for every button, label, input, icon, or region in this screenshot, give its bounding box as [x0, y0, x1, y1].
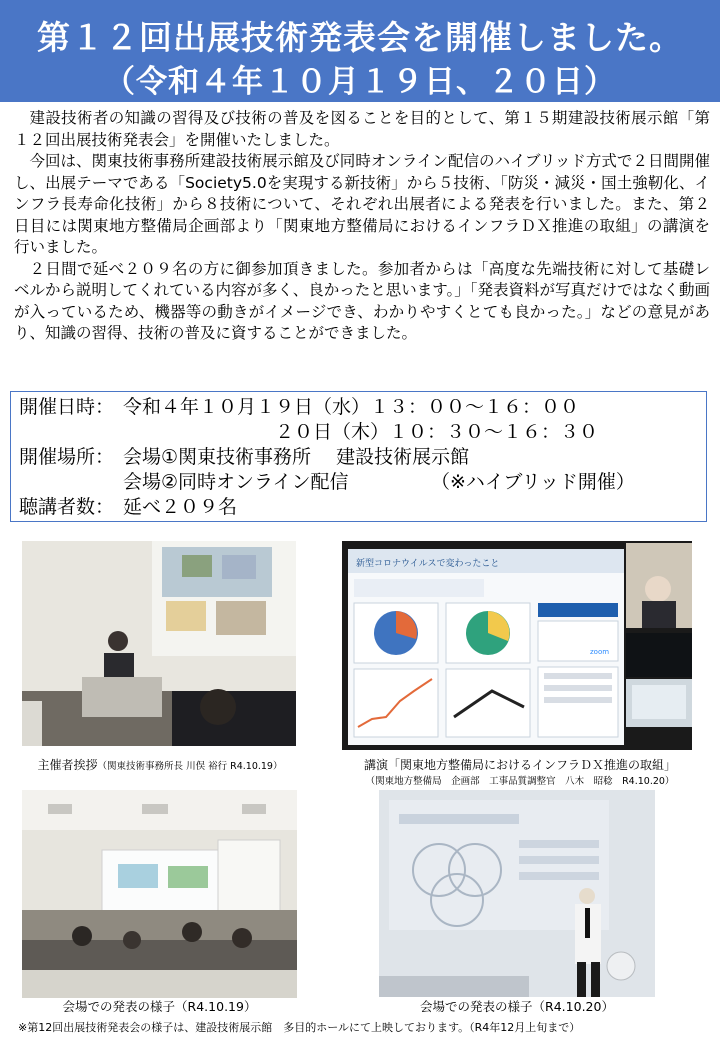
header-banner: [0, 0, 720, 102]
date-day1: 令和４年１０月１９日（水）１３：００～１６：００: [123, 396, 580, 418]
paragraph-3: ２日間で延べ２０９名の方に御参加頂きました。参加者からは「高度な先端技術に対して基礎レベルから説明してくれている内容が多く、良かったと思います。」「発表資料が写真だけではなく動画が入っているため、機器等の動きがイメージでき、わかりやすくとても良かった。」などの意見があり、知識の習得、技術の普及に資することができました。: [14, 259, 710, 342]
slide-title: 新型コロナウイルスで変わったこと: [356, 559, 500, 569]
caption-venue-day2: 会場での発表の様子（R4.10.20）: [420, 999, 614, 1014]
venue-1: 会場①関東技術事務所 建設技術展示館: [123, 446, 470, 468]
photo-lecture: [342, 541, 692, 750]
caption-host-greeting: 主催者挨拶（関東技術事務所長 川俣 裕行 R4.10.19）: [37, 758, 283, 772]
photo-venue-day1: [22, 790, 297, 998]
zoom-logo: zoom: [590, 648, 610, 656]
photo-host-greeting: [22, 541, 296, 746]
date-label: 開催日時：: [19, 396, 115, 418]
footnote: ※第12回出展技術発表会の様子は、建設技術展示館 多目的ホールにて上映しております。（R4年12月上旬まで）: [18, 1021, 581, 1034]
event-info-box: [10, 391, 707, 522]
photo-venue-day2: [379, 790, 655, 997]
venue-2: 会場②同時オンライン配信: [123, 471, 349, 493]
paragraph-2: 今回は、関東技術事務所建設技術展示館及び同時オンライン配信のハイブリッド方式で２日間開催し、出展テーマである「Society5.0を実現する新技術」から５技術、「防災・減災・国土強靭化、インフラ長寿命化技術」から８技術について、それぞれ出展者による発表を行いました。また、第２日目には関東地方整備局企画部より「関東地方整備局におけるインフラＤＸ推進の取組」の講演を行いました。: [14, 152, 710, 256]
body-text: [14, 108, 710, 345]
page-title: 第１２回出展技術発表会を開催しました。: [37, 18, 683, 57]
paragraph-1: 建設技術者の知識の習得及び技術の普及を図ることを目的として、第１５期建設技術展示館「第１２回出展技術発表会」を開催いたしました。: [14, 109, 710, 149]
caption-venue-day1: 会場での発表の様子（R4.10.19）: [62, 999, 257, 1014]
caption-lecture: 講演「関東地方整備局におけるインフラＤＸ推進の取組」 （関東地方整備局 企画部 工事品質調整官 八木 昭稔 R4.10.20）: [363, 758, 676, 787]
attendees-label: 聴講者数：: [19, 496, 115, 518]
venue-label: 開催場所：: [19, 446, 115, 468]
attendees-count: 延べ２０９名: [123, 496, 238, 518]
page-subtitle: （令和４年１０月１９日、２０日）: [104, 64, 616, 100]
date-day2: ２０日（木）１０：３０～１６：３０: [275, 421, 599, 443]
venue-note: （※ハイブリッド開催）: [431, 471, 635, 493]
